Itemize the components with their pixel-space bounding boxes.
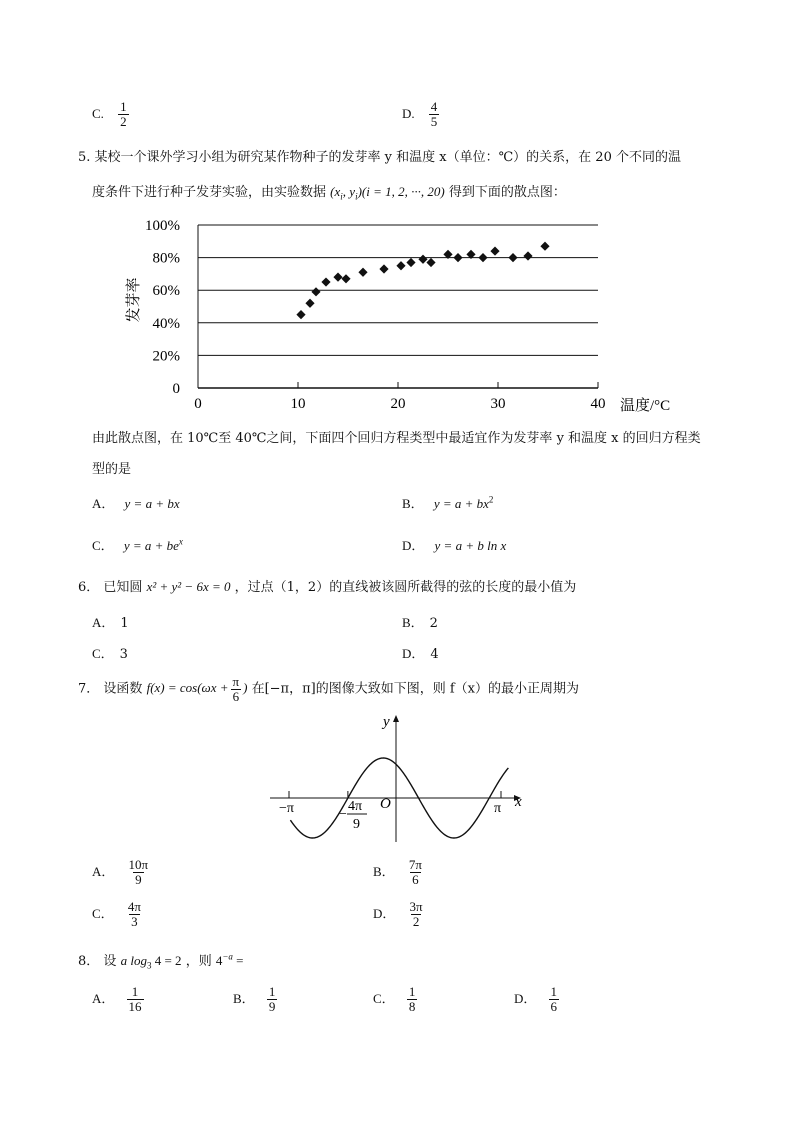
y-tick-label: 20% bbox=[152, 348, 180, 365]
question-text: 度条件下进行种子发芽实验，由实验数据 bbox=[92, 185, 327, 200]
question-text: 已知圆 bbox=[103, 580, 143, 595]
fraction: $\frac{3\pi}{2}$ bbox=[409, 899, 423, 929]
y-axis-label: y bbox=[383, 714, 390, 730]
data-point bbox=[305, 299, 314, 308]
data-notation: ($x_i$, $y_i)(i = 1$, 2, ···, 20) bbox=[330, 184, 445, 202]
question-text: 型的是 bbox=[92, 462, 132, 477]
y-axis-label: 发芽率 bbox=[126, 277, 142, 323]
y-tick-label: 40% bbox=[152, 315, 180, 332]
data-point bbox=[321, 277, 330, 286]
y-tick-label: 60% bbox=[152, 283, 180, 300]
fraction-denominator: 2 bbox=[120, 114, 127, 129]
x-tick-label: 10 bbox=[290, 396, 306, 412]
fraction: $\frac{4\pi}{3}$ bbox=[127, 899, 141, 929]
question-text: 设 bbox=[103, 954, 117, 969]
data-point bbox=[406, 258, 415, 267]
data-point bbox=[453, 253, 462, 262]
question-text: 设函数 bbox=[103, 681, 143, 697]
fraction: $\frac{10\pi}{9}$ bbox=[128, 857, 149, 887]
data-point bbox=[396, 261, 405, 270]
option-expression: y = a + bx bbox=[124, 496, 180, 511]
q5-option-a: A． y = a + bx bbox=[92, 496, 180, 511]
q8-option-d: D． $\frac{1}{6}$ bbox=[514, 984, 558, 1014]
data-point bbox=[478, 253, 487, 262]
fraction: $\frac{1}{6}$ bbox=[550, 984, 558, 1014]
data-point bbox=[426, 258, 435, 267]
fraction: $\frac{1}{16}$ bbox=[128, 984, 142, 1014]
q8-option-a: A． $\frac{1}{16}$ bbox=[92, 984, 142, 1014]
question-text: 得到下面的散点图： bbox=[448, 185, 566, 200]
q7-stem bbox=[78, 675, 579, 704]
data-point bbox=[523, 251, 532, 260]
option-label: C. bbox=[92, 106, 104, 121]
scatter-chart bbox=[120, 210, 690, 415]
q6-option-c: C． 3 bbox=[92, 646, 128, 662]
question-text: ，过点（1，2）的直线被该圆所截得的弦的长度的最小值为 bbox=[234, 580, 577, 595]
data-point bbox=[311, 287, 320, 296]
fraction-numerator: 1 bbox=[120, 99, 127, 114]
function-expression: f(x) = cos(ωx + $\frac{\pi}{6}$ ) bbox=[146, 674, 248, 704]
power-expression: $4^{-a}$ = bbox=[215, 951, 244, 968]
data-point bbox=[333, 273, 342, 282]
fraction: $\frac{1}{8}$ bbox=[408, 984, 416, 1014]
question-text: 某校一个课外学习小组为研究某作物种子的发芽率 y 和温度 x（单位：℃）的关系，在 20 个不同的温 bbox=[94, 150, 681, 165]
data-point bbox=[418, 255, 427, 264]
q8-option-b: B． $\frac{1}{9}$ bbox=[233, 984, 276, 1014]
option-label: D. bbox=[402, 106, 415, 121]
q6-option-a: A． 1 bbox=[92, 615, 129, 631]
q7-option-a: A． $\frac{10\pi}{9}$ bbox=[92, 857, 149, 887]
x-axis-label: x bbox=[515, 794, 522, 810]
log-equation: a $\log_3 4 = 2$ bbox=[120, 953, 182, 971]
tick-label-zero-num: 4π bbox=[348, 799, 363, 814]
q5-option-c: C． $y = a + be^x$ bbox=[92, 536, 183, 553]
q4-option-d bbox=[402, 100, 441, 129]
fraction-numerator: 4 bbox=[430, 99, 438, 114]
question-text: ，则 bbox=[185, 954, 212, 969]
question-text: 在[−π，π]的图像大致如下图，则 f（x）的最小正周期为 bbox=[251, 681, 579, 697]
x-tick-label: 20 bbox=[390, 396, 406, 412]
question-number: 7． bbox=[78, 681, 100, 697]
question-number: 8． bbox=[78, 954, 100, 969]
data-point bbox=[296, 310, 305, 319]
fraction: $\frac{1}{9}$ bbox=[268, 984, 276, 1014]
cosine-graph bbox=[265, 710, 530, 845]
data-point bbox=[490, 246, 499, 255]
data-point bbox=[341, 274, 350, 283]
x-tick-label: 40 bbox=[590, 396, 606, 412]
fraction bbox=[429, 100, 440, 129]
fraction: $\frac{7\pi}{6}$ bbox=[408, 857, 422, 887]
question-number: 6． bbox=[78, 580, 100, 595]
data-point bbox=[358, 268, 367, 277]
q5-stem-line1 bbox=[78, 146, 681, 165]
q6-stem bbox=[78, 576, 576, 595]
data-point bbox=[508, 253, 517, 262]
q5-after-line2 bbox=[92, 458, 131, 477]
q6-option-b: B． 2 bbox=[402, 615, 438, 631]
question-text: 由此散点图，在 10℃至 40℃之间，下面四个回归方程类型中最适宜作为发芽率 y 和温度 x 的回归方程类 bbox=[92, 431, 701, 446]
q4-option-c bbox=[92, 100, 131, 129]
tick-label-neg-pi: −π bbox=[279, 801, 294, 816]
q8-stem bbox=[78, 950, 244, 971]
fraction: $\frac{\pi}{6}$ bbox=[232, 674, 240, 704]
data-point bbox=[540, 242, 549, 251]
data-point bbox=[379, 264, 388, 273]
tick-label-zero-den: 9 bbox=[353, 817, 360, 832]
q8-option-c: C． $\frac{1}{8}$ bbox=[373, 984, 416, 1014]
y-tick-label: 100% bbox=[145, 218, 180, 234]
q5-stem-line2 bbox=[92, 181, 566, 202]
q7-option-d: D． $\frac{3\pi}{2}$ bbox=[373, 899, 423, 929]
option-expression: $y = a + be^x$ bbox=[123, 536, 183, 553]
option-expression: y = a + b ln x bbox=[434, 538, 507, 553]
option-expression: $y = a + bx^2$ bbox=[433, 494, 494, 511]
q5-option-b: B． $y = a + bx^2$ bbox=[402, 494, 494, 511]
tick-label-zero-sign: − bbox=[339, 807, 347, 822]
question-number: 5. bbox=[78, 150, 91, 165]
fraction-denominator: 5 bbox=[430, 114, 438, 129]
q7-option-b: B． $\frac{7\pi}{6}$ bbox=[373, 857, 422, 887]
origin-label: O bbox=[380, 796, 391, 812]
x-tick-label: 0 bbox=[194, 396, 202, 412]
y-tick-label: 0 bbox=[172, 381, 180, 397]
x-axis-label: 温度/°C bbox=[620, 398, 671, 414]
tick-label-pi: π bbox=[494, 801, 502, 816]
circle-equation: x² + y² − 6x = 0 bbox=[146, 579, 231, 594]
q5-option-d: D． y = a + b ln x bbox=[402, 538, 507, 553]
q7-option-c: C． $\frac{4\pi}{3}$ bbox=[92, 899, 141, 929]
fraction bbox=[118, 100, 129, 129]
q6-option-d: D． 4 bbox=[402, 646, 439, 662]
q5-after-line1 bbox=[92, 427, 701, 446]
y-tick-label: 80% bbox=[152, 250, 180, 267]
x-tick-label: 30 bbox=[490, 396, 506, 412]
